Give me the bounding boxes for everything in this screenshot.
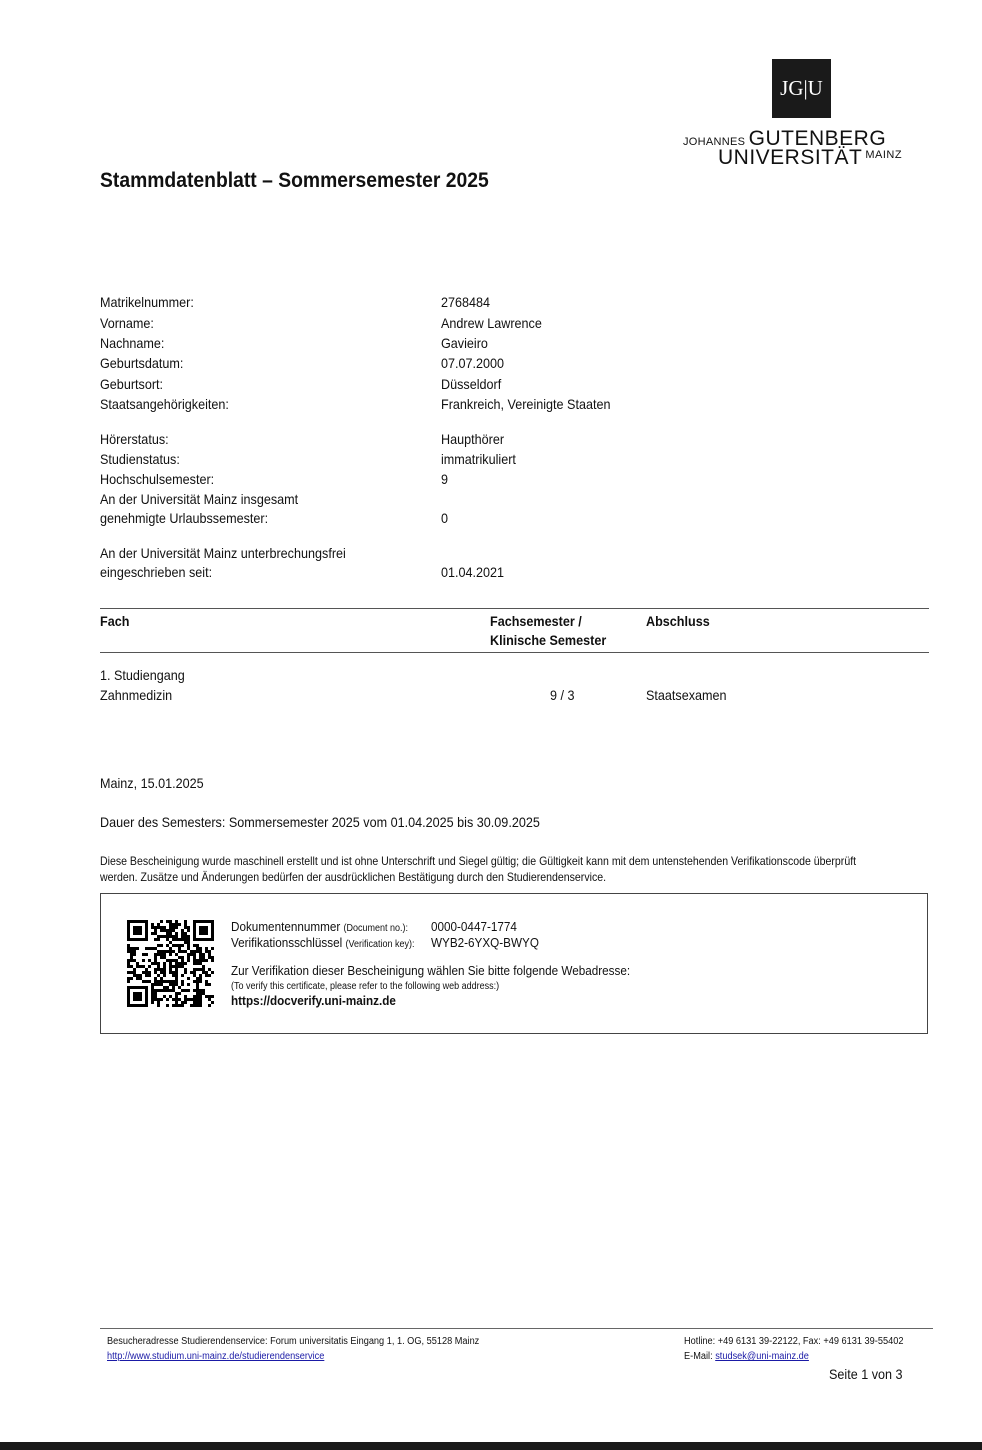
table-header-rule: [100, 652, 929, 653]
label-hochschulsemester: Hochschulsemester:: [100, 471, 215, 487]
verification-instruction: Zur Verifikation dieser Bescheinigung wählen Sie bitte folgende Webadresse:: [231, 963, 631, 978]
place-date: Mainz, 15.01.2025: [100, 775, 204, 791]
label-urlaub-line1: An der Universität Mainz insgesamt: [100, 491, 299, 507]
label-geburtsort: Geburtsort:: [100, 376, 164, 392]
table-group-label: 1. Studiengang: [100, 667, 185, 683]
table-top-rule: [100, 608, 929, 609]
label-vorname: Vorname:: [100, 315, 154, 331]
table-cell-semester: 9 / 3: [550, 687, 575, 703]
value-staatsangehoerigkeiten: Frankreich, Vereinigte Staaten: [441, 396, 611, 412]
table-header-abschluss: Abschluss: [646, 613, 710, 629]
table-cell-fach: Zahnmedizin: [100, 687, 173, 703]
verification-url[interactable]: https://docverify.uni-mainz.de: [231, 993, 396, 1008]
verification-key-label: [231, 935, 415, 953]
value-matrikelnummer: 2768484: [441, 294, 491, 310]
label-geburtsdatum: Geburtsdatum:: [100, 355, 184, 371]
page-number: Seite 1 von 3: [829, 1366, 903, 1382]
value-studienstatus: immatrikuliert: [441, 451, 516, 467]
label-urlaub-line2: genehmigte Urlaubssemester:: [100, 510, 269, 526]
footer-email: [684, 1349, 809, 1364]
validity-notice-line2: werden. Zusätze und Änderungen bedürfen der ausdrücklichen Bestätigung durch den Studierendenservice.: [100, 870, 607, 884]
bottom-edge-bar: [0, 1442, 982, 1450]
label-studienstatus: Studienstatus:: [100, 451, 180, 467]
verification-key-label-de: Verifikationsschlüssel: [231, 935, 343, 950]
table-header-semester-line2: Klinische Semester: [490, 632, 607, 648]
logo-main-1: GUTENBERG: [748, 127, 887, 150]
value-eingeschrieben: 01.04.2021: [441, 564, 505, 580]
footer-email-label: E-Mail:: [684, 1351, 713, 1362]
document-number-label-en: (Document no.):: [343, 923, 409, 934]
label-staatsangehoerigkeiten: Staatsangehörigkeiten:: [100, 396, 229, 412]
logo-wordmark-line2: [718, 146, 902, 170]
label-hoererstatus: Hörerstatus:: [100, 431, 169, 447]
label-eingeschrieben-line1: An der Universität Mainz unterbrechungsfrei: [100, 545, 346, 561]
footer-hotline: Hotline: +49 6131 39-22122, Fax: +49 6131 39-55402: [684, 1336, 904, 1347]
table-header-semester-line1: Fachsemester /: [490, 613, 582, 629]
semester-duration: Dauer des Semesters: Sommersemester 2025 vom 01.04.2025 bis 30.09.2025: [100, 814, 540, 830]
table-cell-abschluss: Staatsexamen: [646, 687, 727, 703]
value-urlaub: 0: [441, 510, 449, 526]
footer-rule: [100, 1328, 933, 1329]
value-vorname: Andrew Lawrence: [441, 315, 542, 331]
university-logo-mark: [772, 59, 831, 118]
logo-mark-text: JG|U: [780, 76, 823, 100]
label-eingeschrieben-line2: eingeschrieben seit:: [100, 564, 213, 580]
value-nachname: Gavieiro: [441, 335, 488, 351]
table-header-fach: Fach: [100, 613, 130, 629]
label-nachname: Nachname:: [100, 335, 165, 351]
document-number-value: 0000-0447-1774: [431, 919, 517, 934]
value-geburtsdatum: 07.07.2000: [441, 355, 505, 371]
logo-prefix: JOHANNES: [683, 136, 746, 148]
document-title: Stammdatenblatt – Sommersemester 2025: [100, 169, 489, 192]
logo-suffix: MAINZ: [865, 149, 903, 161]
value-hochschulsemester: 9: [441, 471, 449, 487]
label-matrikelnummer: Matrikelnummer:: [100, 294, 194, 310]
qr-code-icon: [127, 920, 214, 1007]
verification-instruction-en: (To verify this certificate, please refer to the following web address:): [231, 981, 500, 992]
value-hoererstatus: Haupthörer: [441, 431, 505, 447]
verification-key-value: WYB2-6YXQ-BWYQ: [431, 935, 539, 950]
verification-key-label-en: (Verification key):: [345, 939, 415, 950]
footer-website-link[interactable]: http://www.studium.uni-mainz.de/studierendenservice: [107, 1351, 325, 1362]
value-geburtsort: Düsseldorf: [441, 376, 502, 392]
footer-address: Besucheradresse Studierendenservice: Forum universitatis Eingang 1, 1. OG, 55128 Mainz: [107, 1336, 480, 1347]
footer-email-link[interactable]: studsek@uni-mainz.de: [715, 1351, 809, 1362]
validity-notice-line1: Diese Bescheinigung wurde maschinell erstellt und ist ohne Unterschrift und Siegel gültig; die Gültigkeit kann mit dem untenstehenden Verifikationscode überprüft: [100, 854, 857, 868]
document-number-label-de: Dokumentennummer: [231, 919, 341, 934]
logo-main-2: UNIVERSITÄT: [718, 146, 863, 169]
